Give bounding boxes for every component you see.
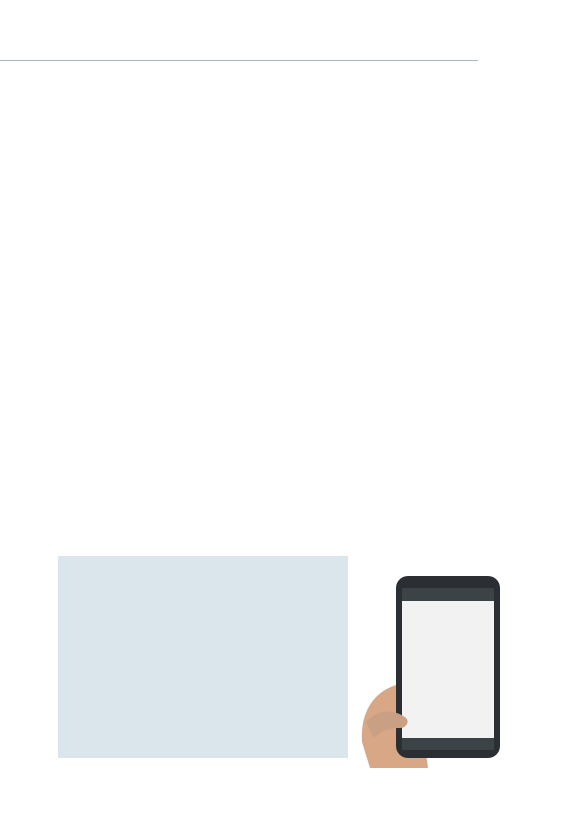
phone-in-hand-image — [356, 572, 520, 768]
phone-screen — [402, 588, 494, 738]
dot-medium — [498, 52, 507, 61]
app-footer — [402, 738, 494, 750]
dot-dark — [510, 52, 519, 61]
section-dots — [486, 52, 519, 61]
article-column-1 — [62, 304, 278, 306]
header-rule — [0, 60, 478, 61]
sidebar-box — [58, 556, 348, 758]
app-header — [402, 588, 494, 601]
dot-light — [486, 52, 495, 61]
